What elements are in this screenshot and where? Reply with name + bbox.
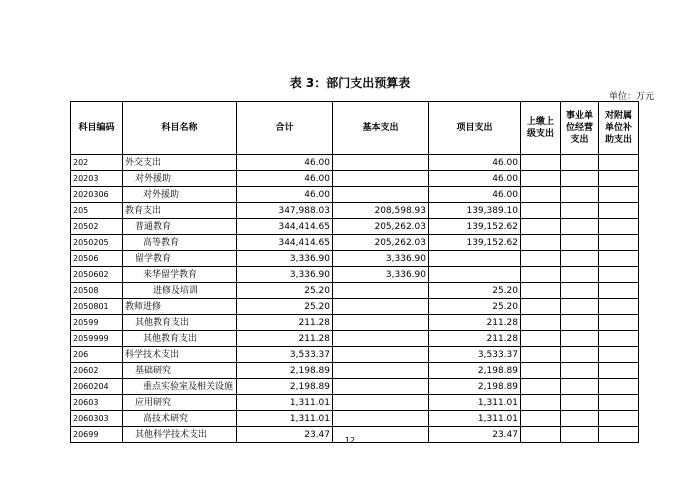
cell-code: 20599 <box>71 315 123 331</box>
table-row <box>71 235 639 251</box>
header-subsidy: 对附属单位补助支出 <box>599 102 639 155</box>
cell-upper <box>521 299 561 315</box>
cell-basic <box>333 411 429 427</box>
cell-name: 基础研究 <box>123 363 237 379</box>
cell-business <box>561 155 599 171</box>
cell-business <box>561 203 599 219</box>
cell-business <box>561 251 599 267</box>
cell-project: 46.00 <box>429 187 521 203</box>
budget-table <box>70 101 639 443</box>
table-row <box>71 299 639 315</box>
header-row <box>71 102 639 155</box>
table-row <box>71 331 639 347</box>
cell-project: 139,152.62 <box>429 235 521 251</box>
cell-name: 来华留学教育 <box>123 267 237 283</box>
cell-total: 1,311.01 <box>237 411 333 427</box>
cell-basic <box>333 155 429 171</box>
cell-subsidy <box>599 187 639 203</box>
cell-total: 3,336.90 <box>237 251 333 267</box>
cell-project <box>429 251 521 267</box>
page-number: 12 <box>344 436 356 445</box>
cell-code: 20602 <box>71 363 123 379</box>
cell-business <box>561 395 599 411</box>
table-row <box>71 363 639 379</box>
cell-name: 科学技术支出 <box>123 347 237 363</box>
table-row <box>71 315 639 331</box>
cell-subsidy <box>599 299 639 315</box>
cell-name: 对外援助 <box>123 171 237 187</box>
cell-total: 46.00 <box>237 155 333 171</box>
header-business: 事业单位经营支出 <box>561 102 599 155</box>
cell-project <box>429 267 521 283</box>
cell-subsidy <box>599 171 639 187</box>
header-project: 项目支出 <box>429 102 521 155</box>
cell-code: 20603 <box>71 395 123 411</box>
cell-code: 2050801 <box>71 299 123 315</box>
cell-subsidy <box>599 347 639 363</box>
table-row <box>71 379 639 395</box>
cell-code: 20508 <box>71 283 123 299</box>
cell-basic: 205,262.03 <box>333 219 429 235</box>
table-row <box>71 171 639 187</box>
cell-total: 347,988.03 <box>237 203 333 219</box>
cell-code: 20699 <box>71 427 123 443</box>
cell-total: 2,198.89 <box>237 379 333 395</box>
cell-upper <box>521 219 561 235</box>
header-code: 科目编码 <box>71 102 123 155</box>
cell-code: 2059999 <box>71 331 123 347</box>
cell-subsidy <box>599 219 639 235</box>
cell-code: 205 <box>71 203 123 219</box>
cell-code: 2050205 <box>71 235 123 251</box>
cell-project: 2,198.89 <box>429 379 521 395</box>
cell-code: 20506 <box>71 251 123 267</box>
cell-business <box>561 347 599 363</box>
cell-subsidy <box>599 379 639 395</box>
cell-upper <box>521 411 561 427</box>
cell-code: 20203 <box>71 171 123 187</box>
cell-name: 教育支出 <box>123 203 237 219</box>
cell-basic: 3,336.90 <box>333 251 429 267</box>
cell-total: 46.00 <box>237 171 333 187</box>
cell-basic <box>333 379 429 395</box>
cell-upper <box>521 331 561 347</box>
cell-code: 206 <box>71 347 123 363</box>
cell-business <box>561 315 599 331</box>
cell-subsidy <box>599 315 639 331</box>
cell-business <box>561 283 599 299</box>
cell-code: 2020306 <box>71 187 123 203</box>
cell-subsidy <box>599 235 639 251</box>
cell-basic <box>333 187 429 203</box>
cell-basic <box>333 283 429 299</box>
table-row <box>71 187 639 203</box>
cell-subsidy <box>599 395 639 411</box>
cell-name: 对外援助 <box>123 187 237 203</box>
cell-business <box>561 331 599 347</box>
cell-total: 1,311.01 <box>237 395 333 411</box>
cell-name: 其他科学技术支出 <box>123 427 237 443</box>
cell-project: 1,311.01 <box>429 395 521 411</box>
cell-upper <box>521 267 561 283</box>
cell-code: 2050602 <box>71 267 123 283</box>
cell-business <box>561 171 599 187</box>
table-row <box>71 411 639 427</box>
table-row <box>71 347 639 363</box>
cell-upper <box>521 363 561 379</box>
cell-subsidy <box>599 267 639 283</box>
cell-total: 3,336.90 <box>237 267 333 283</box>
cell-total: 2,198.89 <box>237 363 333 379</box>
cell-total: 25.20 <box>237 283 333 299</box>
cell-upper <box>521 251 561 267</box>
cell-upper <box>521 315 561 331</box>
cell-upper <box>521 155 561 171</box>
cell-subsidy <box>599 251 639 267</box>
cell-subsidy <box>599 411 639 427</box>
cell-upper <box>521 171 561 187</box>
cell-project: 139,389.10 <box>429 203 521 219</box>
cell-basic <box>333 315 429 331</box>
cell-code: 20502 <box>71 219 123 235</box>
cell-total: 344,414.65 <box>237 219 333 235</box>
cell-project: 211.28 <box>429 315 521 331</box>
cell-basic <box>333 363 429 379</box>
table-row <box>71 155 639 171</box>
cell-total: 211.28 <box>237 315 333 331</box>
cell-subsidy <box>599 283 639 299</box>
cell-total: 211.28 <box>237 331 333 347</box>
cell-project: 25.20 <box>429 283 521 299</box>
cell-name: 其他教育支出 <box>123 331 237 347</box>
table-row <box>71 251 639 267</box>
table-body <box>71 155 639 443</box>
header-upper: 上缴上级支出 <box>521 102 561 155</box>
cell-total: 46.00 <box>237 187 333 203</box>
cell-project: 25.20 <box>429 299 521 315</box>
cell-upper <box>521 395 561 411</box>
cell-name: 进修及培训 <box>123 283 237 299</box>
cell-upper <box>521 379 561 395</box>
cell-name: 留学教育 <box>123 251 237 267</box>
cell-business <box>561 267 599 283</box>
cell-name: 教师进修 <box>123 299 237 315</box>
header-name: 科目名称 <box>123 102 237 155</box>
cell-business <box>561 379 599 395</box>
cell-project: 46.00 <box>429 171 521 187</box>
cell-code: 202 <box>71 155 123 171</box>
cell-name: 普通教育 <box>123 219 237 235</box>
cell-upper <box>521 235 561 251</box>
table-row <box>71 267 639 283</box>
cell-project: 211.28 <box>429 331 521 347</box>
cell-name: 其他教育支出 <box>123 315 237 331</box>
cell-business <box>561 411 599 427</box>
cell-basic <box>333 347 429 363</box>
cell-name: 高技术研究 <box>123 411 237 427</box>
cell-upper <box>521 283 561 299</box>
cell-upper <box>521 187 561 203</box>
cell-name: 重点实验室及相关设施 <box>123 379 237 395</box>
cell-total: 3,533.37 <box>237 347 333 363</box>
cell-subsidy <box>599 203 639 219</box>
cell-subsidy <box>599 155 639 171</box>
table-row <box>71 203 639 219</box>
cell-upper <box>521 203 561 219</box>
cell-code: 2060204 <box>71 379 123 395</box>
unit-label: 单位：万元 <box>608 92 654 102</box>
cell-business <box>561 299 599 315</box>
cell-total: 23.47 <box>237 427 333 443</box>
table-row <box>71 283 639 299</box>
cell-name: 应用研究 <box>123 395 237 411</box>
cell-basic: 205,262.03 <box>333 235 429 251</box>
cell-business <box>561 187 599 203</box>
cell-project: 3,533.37 <box>429 347 521 363</box>
cell-basic: 208,598.93 <box>333 203 429 219</box>
cell-basic: 3,336.90 <box>333 267 429 283</box>
cell-basic <box>333 331 429 347</box>
cell-project: 139,152.62 <box>429 219 521 235</box>
cell-business <box>561 363 599 379</box>
header-basic: 基本支出 <box>333 102 429 155</box>
cell-code: 2060303 <box>71 411 123 427</box>
cell-basic <box>333 395 429 411</box>
cell-total: 25.20 <box>237 299 333 315</box>
cell-subsidy <box>599 331 639 347</box>
table-row <box>71 219 639 235</box>
cell-project: 23.47 <box>429 427 521 443</box>
cell-subsidy <box>599 363 639 379</box>
cell-business <box>561 219 599 235</box>
cell-business <box>561 235 599 251</box>
cell-name: 外交支出 <box>123 155 237 171</box>
cell-project: 46.00 <box>429 155 521 171</box>
cell-basic <box>333 299 429 315</box>
cell-project: 1,311.01 <box>429 411 521 427</box>
cell-total: 344,414.65 <box>237 235 333 251</box>
cell-name: 高等教育 <box>123 235 237 251</box>
table-title: 表 3：部门支出预算表 <box>289 76 411 90</box>
table-row <box>71 395 639 411</box>
cell-basic <box>333 171 429 187</box>
cell-project: 2,198.89 <box>429 363 521 379</box>
cell-upper <box>521 347 561 363</box>
header-total: 合计 <box>237 102 333 155</box>
